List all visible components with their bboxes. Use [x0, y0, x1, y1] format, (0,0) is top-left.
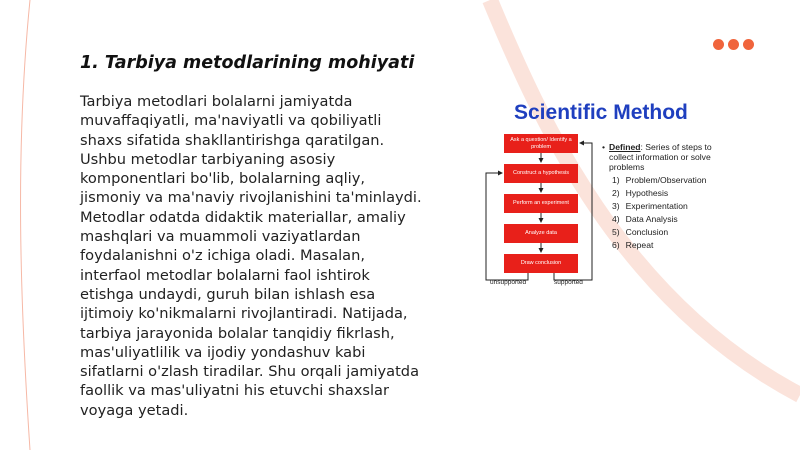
- list-number: 5): [612, 227, 620, 237]
- definition-term: Defined: [609, 142, 641, 152]
- list-item: [602, 239, 732, 252]
- slide-body-text: Tarbiya metodlari bolalarni jamiyatda muvaffaqiyatli, ma'naviyatli va qobiliyatli shaxs sifatida shakllantirishga qaratilgan. Ushbu metodlar tarbiyaning asosiy komponentlari bo'lib, bolalarning aqliy, jismoniy va ma'naviy rivojlanishini ta'minlaydi. Metodlar odatda didaktik materiallar, amaliy mashqlari va muammoli vaziyatlardan foydalanishni o'z ichiga oladi. Masalan, interfaol metodlar bolalarni faol ishtirok etishga undaydi, guruh bilan ishlash esa ijtimoiy ko'nikmalarni rivojlantiradi. Natijada, tarbiya jarayonida bolalar tanqidiy fikrlash, mas'uliyatlilik va ijodiy yondashuv kabi sifatlarni o'zlash tiradilar. Shu orqali jamiyatda faollik va mas'uliyatni his etuvchi shaxslar voyaga yetadi.: [80, 93, 422, 419]
- definition-panel: [602, 142, 732, 252]
- slide-title: 1. Tarbiya metodlarining mohiyati: [80, 53, 415, 73]
- list-number: 2): [612, 188, 620, 198]
- definition-bullet: [602, 142, 732, 172]
- flow-step-2: Construct a hypothesis: [504, 164, 578, 183]
- list-item: [602, 226, 732, 239]
- label-supported: supported: [554, 279, 583, 286]
- list-item: [602, 213, 732, 226]
- flow-step-3: Perform an experiment: [504, 194, 578, 213]
- list-text: Data Analysis: [625, 214, 678, 224]
- list-item: [602, 200, 732, 213]
- list-number: 4): [612, 214, 620, 224]
- decorative-dots: [713, 39, 754, 50]
- label-unsupported: unsupported: [490, 279, 527, 286]
- list-text: Experimentation: [625, 201, 688, 211]
- dot: [713, 39, 724, 50]
- list-number: 6): [612, 240, 620, 250]
- list-text: Repeat: [625, 240, 654, 250]
- list-item: [602, 187, 732, 200]
- definition-body: : Series of steps to collect information or solve problems: [609, 142, 712, 172]
- list-number: 3): [612, 201, 620, 211]
- list-text: Problem/Observation: [625, 175, 707, 185]
- flow-step-1: Ask a question/ Identify a problem: [504, 134, 578, 153]
- flow-step-5: Draw conclusion: [504, 254, 578, 273]
- dot: [728, 39, 739, 50]
- list-item: [602, 174, 732, 187]
- flow-diagram: [480, 130, 600, 290]
- list-text: Hypothesis: [625, 188, 669, 198]
- flow-step-4: Analyze data: [504, 224, 578, 243]
- steps-list: [602, 174, 732, 252]
- list-text: Conclusion: [625, 227, 669, 237]
- bullet-icon: •: [602, 142, 606, 152]
- dot: [743, 39, 754, 50]
- list-number: 1): [612, 175, 620, 185]
- figure-title: Scientific Method: [514, 101, 688, 124]
- definition-text: [609, 142, 732, 172]
